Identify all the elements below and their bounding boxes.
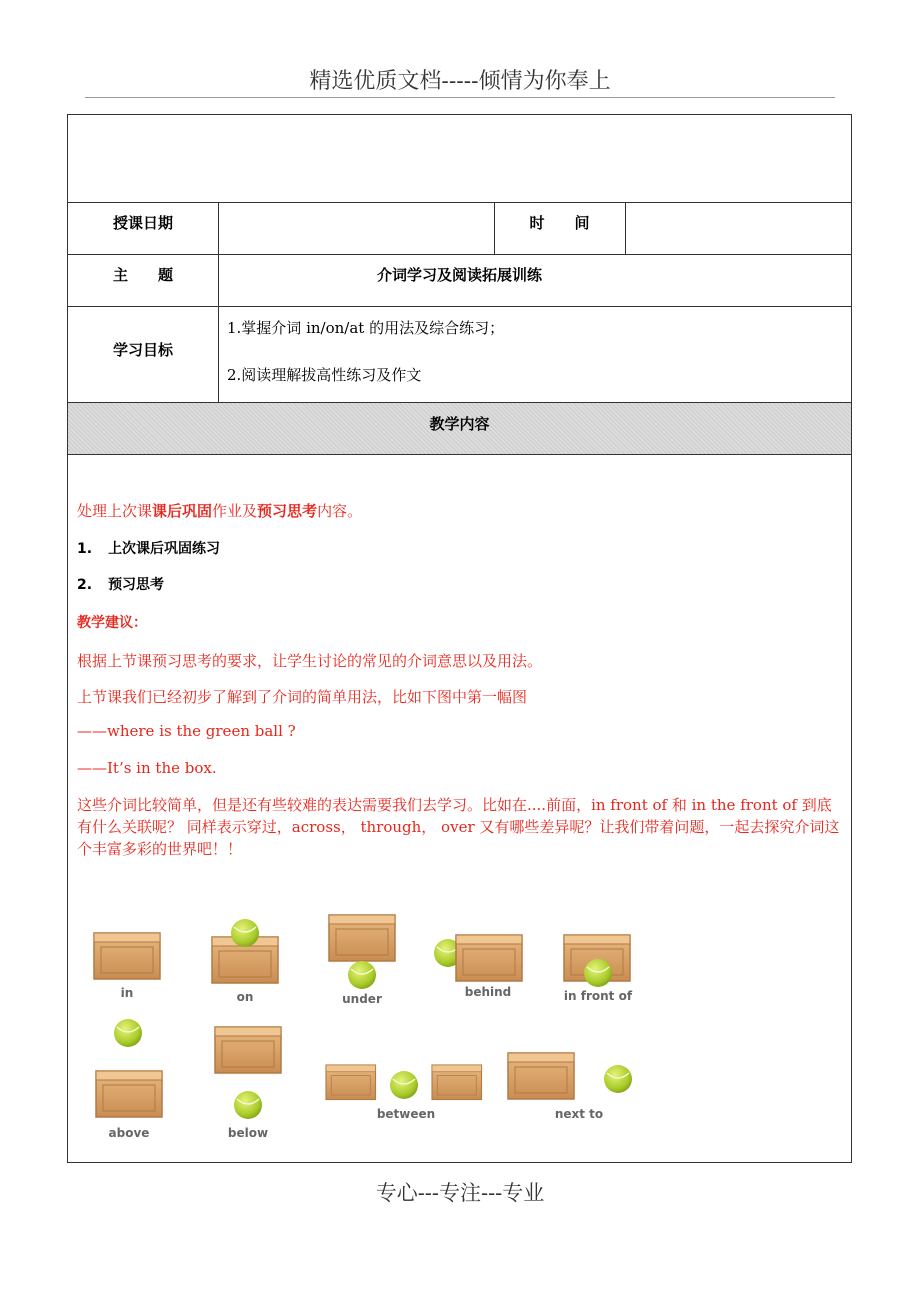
intro-text: 作业及 bbox=[212, 502, 258, 520]
intro-emphasis: 课后巩固 bbox=[152, 502, 213, 520]
in-front-of-figure bbox=[564, 935, 633, 1003]
dialogue-line: ——It’s in the box. bbox=[77, 759, 217, 777]
goal-item: 2.阅读理解拔高性练习及作文 bbox=[227, 366, 422, 384]
intro-paragraph: 这些介词比较简单，但是还有些较难的表达需要我们去学习。比如在....前面，in front of 和 in the front of 到底有什么关联呢？ 同样表示穿过，across， through， over 又有哪些差异呢？让我们带着问题，一起去探究介词这个丰富多彩的世界吧！！ bbox=[77, 796, 840, 858]
goal-label: 学习目标 bbox=[112, 341, 173, 359]
table-column-rule bbox=[625, 202, 626, 254]
topic-value: 介词学习及阅读拓展训练 bbox=[376, 266, 542, 284]
caption-above: above bbox=[108, 1126, 150, 1140]
caption-in-front-of: in front of bbox=[563, 989, 633, 1003]
dialogue-line: ——where is the green ball ? bbox=[77, 722, 296, 740]
intro-text: 内容。 bbox=[317, 502, 363, 520]
intro-line bbox=[77, 500, 362, 521]
intro-emphasis: 预习思考 bbox=[257, 502, 318, 520]
page-header: 精选优质文档-----倾情为你奉上 bbox=[309, 69, 611, 94]
under-figure bbox=[329, 915, 395, 1006]
topic-label: 主 题 bbox=[112, 266, 173, 284]
below-figure bbox=[215, 1027, 281, 1140]
on-figure bbox=[212, 919, 278, 1004]
suggestion-title: 教学建议： bbox=[77, 615, 147, 631]
list-item-text: 预习思考 bbox=[108, 577, 165, 593]
preposition-illustration bbox=[76, 905, 666, 1150]
goal-item: 1.掌握介词 in/on/at 的用法及综合练习； bbox=[227, 319, 505, 337]
caption-under: under bbox=[342, 992, 382, 1006]
page-footer: 专心---专注---专业 bbox=[375, 1181, 545, 1205]
list-item-number: 1. bbox=[77, 541, 93, 557]
behind-figure bbox=[434, 935, 522, 999]
header-divider bbox=[85, 97, 835, 98]
list-item bbox=[77, 574, 164, 594]
table-column-rule bbox=[218, 202, 219, 402]
between-figure bbox=[326, 1065, 482, 1121]
table-rule bbox=[67, 202, 852, 203]
intro-text: 处理上次课 bbox=[77, 502, 153, 520]
table-rule bbox=[67, 454, 852, 455]
caption-below: below bbox=[227, 1126, 269, 1140]
content-label: 教学内容 bbox=[429, 415, 490, 433]
in-figure bbox=[94, 933, 160, 1000]
caption-next-to: next to bbox=[554, 1107, 604, 1121]
caption-in: in bbox=[120, 986, 134, 1000]
table-rule bbox=[67, 254, 852, 255]
caption-on: on bbox=[236, 990, 254, 1004]
list-item-text: 上次课后巩固练习 bbox=[108, 541, 221, 557]
suggestion-line: 根据上节课预习思考的要求，让学生讨论的常见的介词意思以及用法。 bbox=[77, 652, 543, 670]
caption-behind: behind bbox=[464, 985, 512, 999]
list-item bbox=[77, 538, 220, 558]
table-rule bbox=[67, 402, 852, 403]
next-to-figure bbox=[508, 1053, 632, 1121]
suggestion-line: 上节课我们已经初步了解到了介词的简单用法，比如下图中第一幅图 bbox=[77, 688, 528, 706]
above-figure bbox=[96, 1019, 162, 1140]
list-item-number: 2. bbox=[77, 577, 93, 593]
caption-between: between bbox=[376, 1107, 436, 1121]
table-rule bbox=[67, 306, 852, 307]
date-label: 授课日期 bbox=[112, 214, 173, 232]
time-label: 时 间 bbox=[529, 214, 590, 232]
